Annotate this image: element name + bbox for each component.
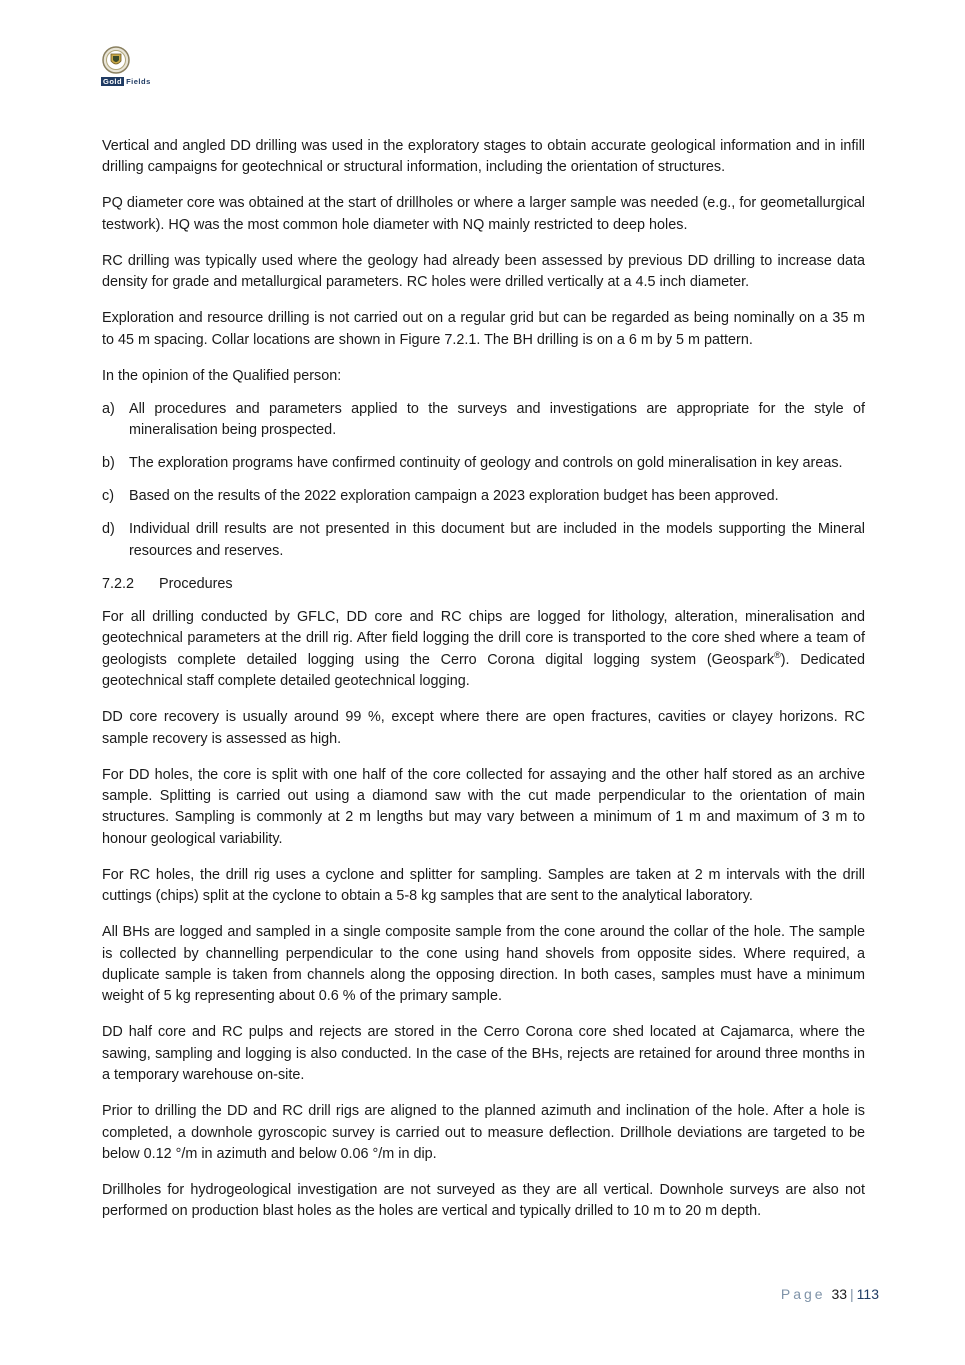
paragraph: Vertical and angled DD drilling was used in the exploratory stages to obtain accurate geological information and in infill drilling campaigns for geotechnical or structural information, including the orientation of structures. <box>102 138 865 176</box>
page-separator: | <box>850 1286 854 1302</box>
total-pages: 113 <box>856 1286 879 1302</box>
qp-opinion-list <box>102 399 865 562</box>
list-marker: d) <box>102 521 115 538</box>
paragraph: DD core recovery is usually around 99 %, except where there are open fractures, cavities or clayey horizons. RC sample recovery is assessed as high. <box>102 709 865 747</box>
list-item <box>102 486 865 507</box>
paragraph-text: ). Dedicated geotechnical staff complete detailed geotechnical logging. <box>102 651 865 690</box>
list-marker: a) <box>102 401 115 418</box>
paragraph <box>102 607 865 693</box>
logo-word-gold: Gold <box>103 77 123 86</box>
page-label: Page <box>780 1286 826 1302</box>
page-number: 33 <box>831 1286 848 1302</box>
list-item-text: Based on the results of the 2022 exploration campaign a 2023 exploration budget has been approved. <box>129 488 779 505</box>
paragraph: PQ diameter core was obtained at the start of drillholes or where a larger sample was needed (e.g., for geometallurgical testwork). HQ was the most common hole diameter with NQ mainly restricted to deep holes. <box>102 195 865 233</box>
company-logo <box>101 45 169 89</box>
paragraph: Prior to drilling the DD and RC drill rigs are aligned to the planned azimuth and inclination of the hole. After a hole is completed, a downhole gyroscopic survey is carried out to measure deflection. Drillhole deviations are targeted to be below 0.12 °/m in azimuth and below 0.06 °/m in dip. <box>102 1103 865 1163</box>
paragraph: For RC holes, the drill rig uses a cyclone and splitter for sampling. Samples are taken at 2 m intervals with the drill cuttings (chips) split at the cyclone to obtain a 5-8 kg samples that are sent to the analytical laboratory. <box>102 866 865 905</box>
paragraph: In the opinion of the Qualified person: <box>102 367 342 384</box>
crest-icon <box>101 45 131 75</box>
paragraph: RC drilling was typically used where the geology had already been assessed by previous DD drilling to increase data density for grade and metallurgical parameters. RC holes were drilled vertically at a 4.5 inch diameter. <box>102 252 865 291</box>
list-marker: c) <box>102 488 114 505</box>
section-heading <box>102 574 865 595</box>
list-marker: b) <box>102 455 115 472</box>
section-title: Procedures <box>159 575 233 592</box>
list-item <box>102 519 865 562</box>
paragraph: Drillholes for hydrogeological investigation are not surveyed as they are all vertical. Downhole surveys are also not performed on production blast holes as the holes are vertical and typically drilled to 10 m to 20 m depth. <box>102 1182 865 1220</box>
list-item-text: The exploration programs have confirmed continuity of geology and controls on gold mineralisation in key areas. <box>129 455 843 472</box>
section-number: 7.2.2 <box>102 575 135 592</box>
paragraph-text: For all drilling conducted by GFLC, DD core and RC chips are logged for lithology, alteration, mineralisation and geotechnical parameters at the drill rig. After field logging the drill core is transported to the core shed where a team of geologists complete detailed logging using the Cerro Corona digital logging system (Geospark <box>102 608 865 668</box>
paragraph: Exploration and resource drilling is not carried out on a regular grid but can be regarded as being nominally on a 35 m to 45 m spacing. Collar locations are shown in Figure 7.2.1. The BH drilling is on a 6 m by 5 m pattern. <box>102 310 865 348</box>
list-item <box>102 453 865 474</box>
list-item-text: Individual drill results are not presented in this document but are included in the models supporting the Mineral resources and reserves. <box>129 521 865 559</box>
list-item <box>102 399 865 442</box>
paragraph: DD half core and RC pulps and rejects are stored in the Cerro Corona core shed located at Cajamarca, where the sawing, sampling and logging is also conducted. In the case of the BHs, rejects are retained for around three months in a temporary warehouse on-site. <box>102 1024 865 1084</box>
paragraph: For DD holes, the core is split with one half of the core collected for assaying and the other half stored as an archive sample. Splitting is carried out using a diamond saw with the cut made perpendicular to the orientation of main structures. Sampling is commonly at 2 m lengths but may vary between a minimum of 1 m and maximum of 3 m to honour geological variability. <box>102 766 865 847</box>
page-footer <box>781 1286 879 1302</box>
list-item-text: All procedures and parameters applied to the surveys and investigations are appropriate for the style of mineralisation being prospected. <box>129 401 865 439</box>
logo-wordmark <box>101 76 167 87</box>
logo-word-fields: Fields <box>126 77 151 86</box>
registered-mark: ® <box>774 649 781 660</box>
page-body <box>102 136 865 1237</box>
paragraph: All BHs are logged and sampled in a single composite sample from the cone around the collar of the hole. The sample is collected by channelling perpendicular to the cone using hand shovels from opposite sides. Where required, a duplicate sample is taken from channels along the opposing direction. In both cases, samples must have a minimum weight of 5 kg representing about 0.6 % of the primary sample. <box>102 924 865 1005</box>
